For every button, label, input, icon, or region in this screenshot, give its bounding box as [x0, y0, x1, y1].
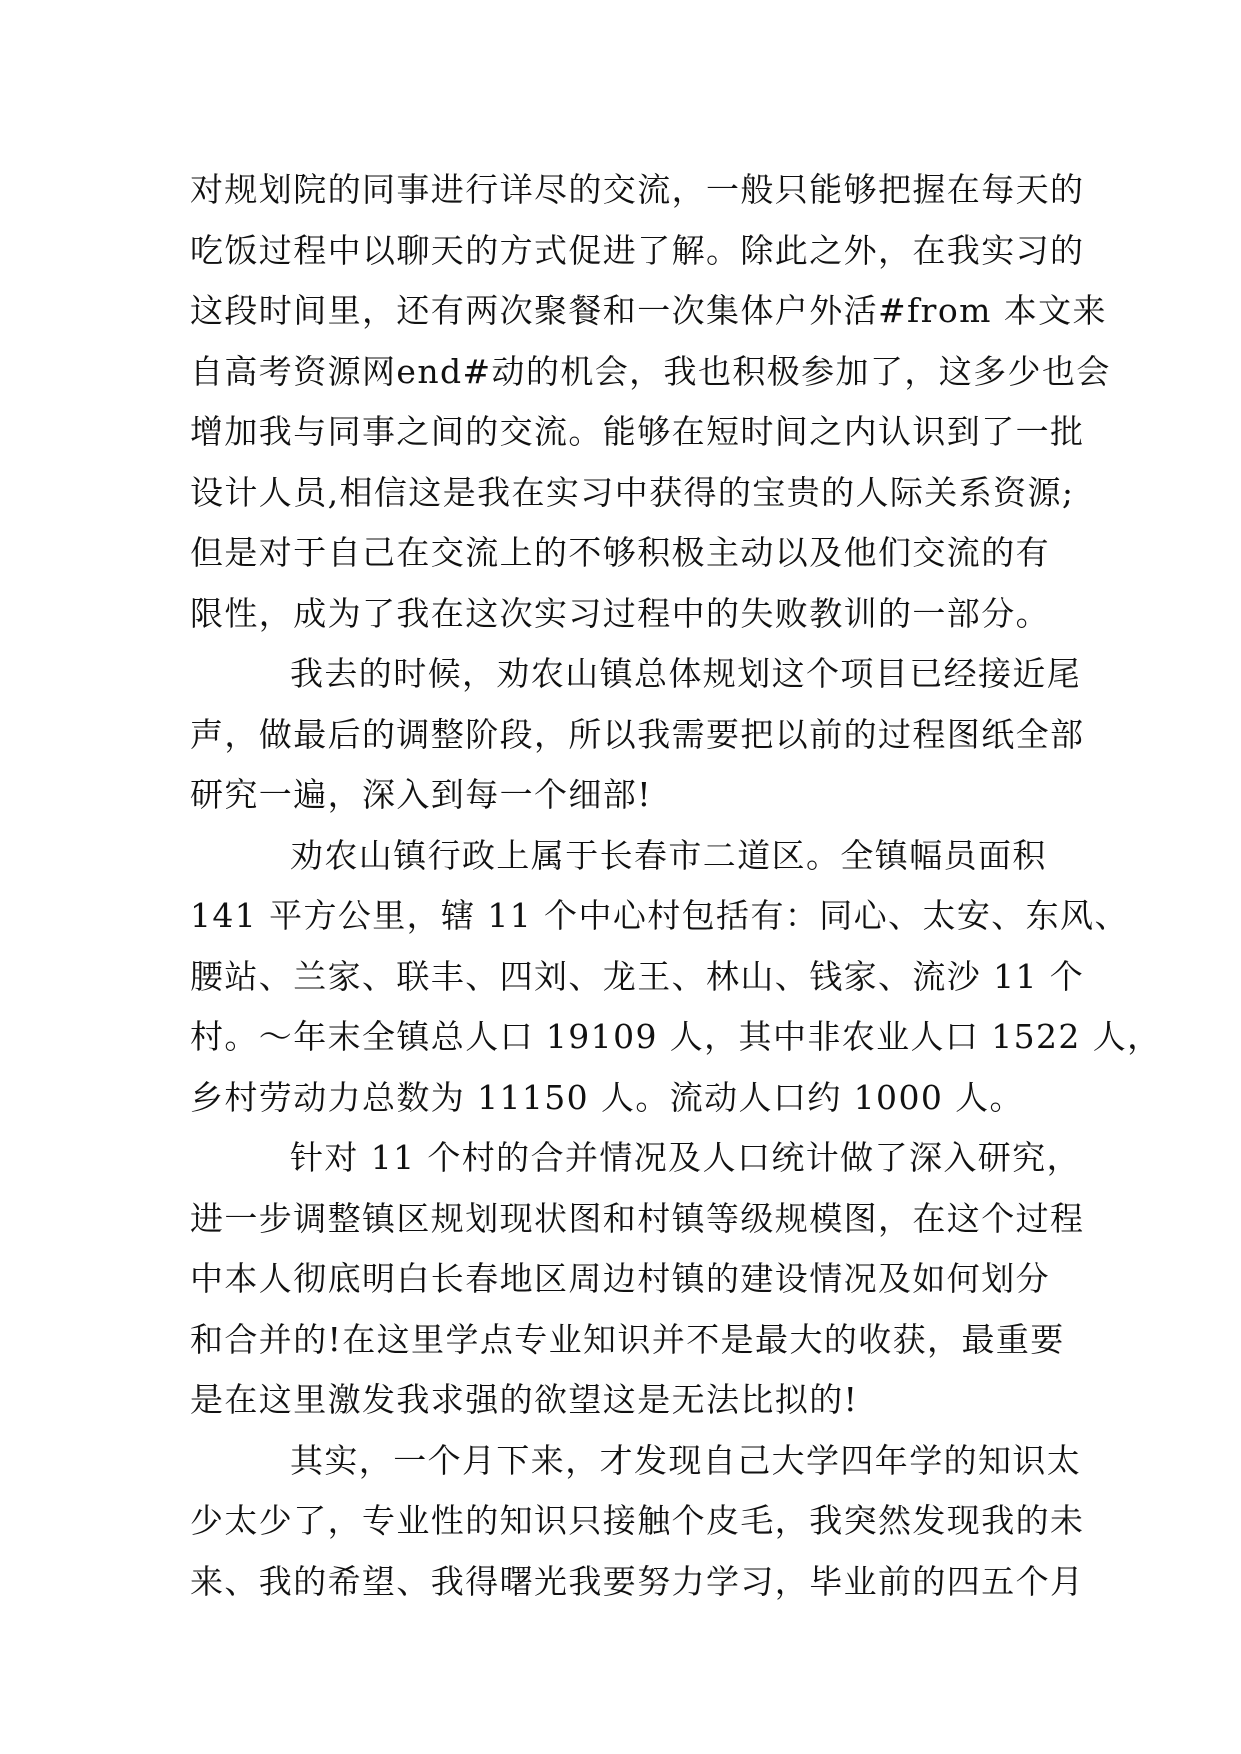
paragraph-1 [190, 160, 1111, 644]
text-line: 针对 11 个村的合并情况及人口统计做了深入研究， [290, 1138, 1081, 1177]
paragraph-3 [190, 826, 1162, 1129]
paragraph-4 [190, 1128, 1085, 1431]
text-line: 和合并的!在这里学点专业知识并不是最大的收获，最重要 [190, 1319, 1065, 1359]
text-line: 限性，成为了我在这次实习过程中的失败教训的一部分。 [190, 593, 1050, 633]
text-line: 中本人彻底明白长春地区周边村镇的建设情况及如何划分 [190, 1259, 1050, 1298]
text-line: 其实，一个月下来，才发现自己大学四年学的知识太 [290, 1440, 1082, 1480]
text-line: 我去的时候，劝农山镇总体规划这个项目已经接近尾 [290, 654, 1082, 693]
text-line: 自高考资源网end#动的机会，我也积极参加了，这多少也会 [190, 351, 1111, 391]
text-line: 来、我的希望、我得曙光我要努力学习，毕业前的四五个月 [190, 1561, 1085, 1601]
paragraph-2 [190, 644, 1085, 826]
text-line: 进一步调整镇区规划现状图和村镇等级规模图，在这个过程 [190, 1198, 1085, 1238]
text-line: 声，做最后的调整阶段，所以我需要把以前的过程图纸全部 [190, 714, 1085, 754]
text-line: 设计人员,相信这是我在实习中获得的宝贵的人际关系资源; [190, 472, 1075, 512]
text-line: 141 平方公里，辖 11 个中心村包括有：同心、太安、东风、 [190, 896, 1129, 935]
text-line: 增加我与同事之间的交流。能够在短时间之内认识到了一批 [190, 412, 1085, 451]
paragraph-5 [190, 1431, 1085, 1613]
text-line: 但是对于自己在交流上的不够积极主动以及他们交流的有 [190, 533, 1050, 572]
text-line: 研究一遍，深入到每一个细部! [190, 775, 652, 814]
text-line: 吃饭过程中以聊天的方式促进了解。除此之外，在我实习的 [190, 230, 1085, 270]
text-line: 少太少了，专业性的知识只接触个皮毛，我突然发现我的未 [190, 1501, 1085, 1540]
text-line: 村。～年末全镇总人口 19109 人，其中非农业人口 1522 人， [190, 1017, 1162, 1056]
text-line: 对规划院的同事进行详尽的交流，一般只能够把握在每天的 [190, 170, 1085, 209]
text-line: 劝农山镇行政上属于长春市二道区。全镇幅员面积 [290, 835, 1047, 875]
text-line: 这段时间里，还有两次聚餐和一次集体户外活#from 本文来 [190, 291, 1107, 330]
text-line: 是在这里激发我求强的欲望这是无法比拟的! [190, 1380, 859, 1419]
text-line: 乡村劳动力总数为 11150 人。流动人口约 1000 人。 [190, 1077, 1024, 1117]
text-line: 腰站、兰家、联丰、四刘、龙王、林山、钱家、流沙 11 个 [190, 956, 1085, 996]
document-body [190, 160, 1162, 1612]
